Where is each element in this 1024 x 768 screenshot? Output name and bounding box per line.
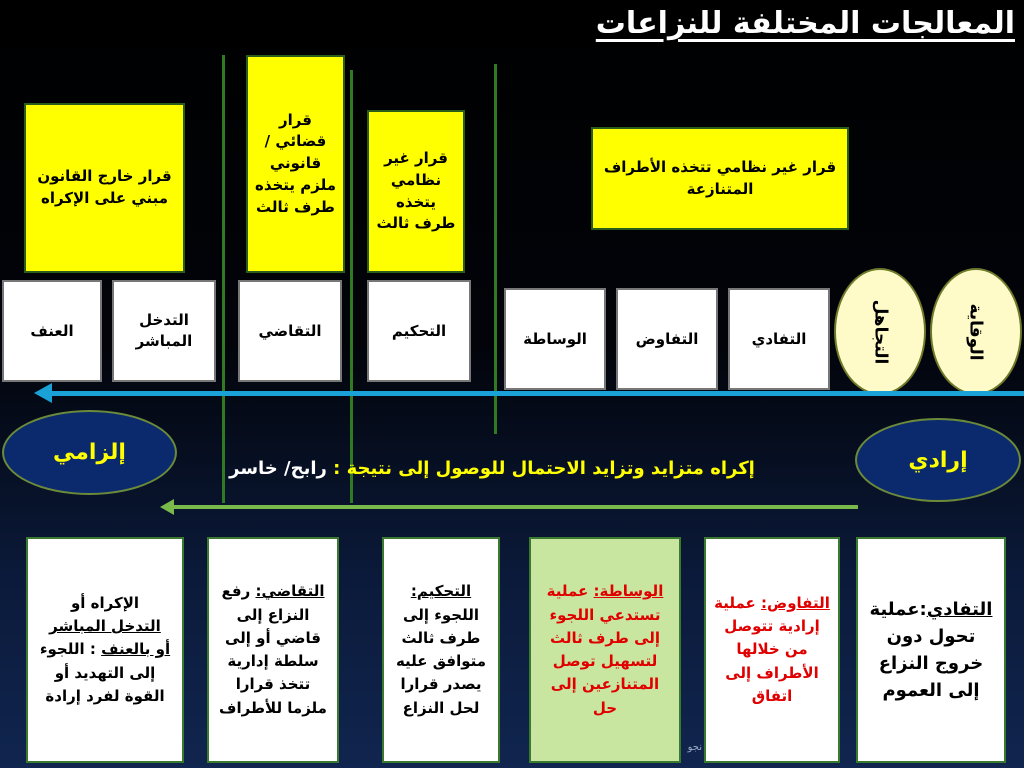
definition-coercion-term2: التدخل المباشر: [49, 617, 161, 636]
method-prevention-label: الوقاية: [966, 302, 987, 361]
method-direct-intervention: [112, 280, 216, 382]
method-arbitration: [367, 280, 471, 382]
definition-arbitration-body: اللجوء إلى طرف ثالث متوافق عليه يصدر قرارا لحل النزاع: [395, 605, 487, 717]
definition-litigation: [207, 537, 339, 763]
definition-mediation-body: عملية تستدعي اللجوء إلى طرف ثالث لتسهيل توصل المتنازعين إلى حل: [546, 582, 661, 717]
method-violence: [2, 280, 102, 382]
decision-informal-box: [591, 127, 849, 230]
decision-arbitration-box: [367, 110, 465, 273]
decision-informal-text: قرار غير نظامي تتخذه الأطراف المتنازعة: [603, 157, 837, 198]
definition-negotiation: [704, 537, 840, 763]
definition-coercion-separator: :: [89, 640, 102, 659]
axis-caption-result: رابح/ خاسر: [229, 458, 327, 479]
definition-coercion-term3: أو بالعنف: [101, 640, 171, 659]
definition-arbitration-term: التحكيم:: [410, 582, 472, 601]
method-negotiation: [616, 288, 718, 390]
coercion-arrow-head-icon: [160, 499, 174, 515]
separator-line-1: [222, 55, 225, 503]
axis-arrow-head-icon: [34, 383, 52, 403]
method-prevention-oval: [930, 268, 1022, 395]
method-litigation: [238, 280, 342, 382]
separator-line-2: [350, 70, 353, 503]
definition-coercion: [26, 537, 184, 763]
method-avoidance: [728, 288, 830, 390]
method-litigation-label: التقاضي: [258, 321, 322, 340]
decision-judicial-text: قرار قضائي /قانوني ملزم يتخذه طرف ثالث: [254, 110, 337, 216]
definition-negotiation-body: عملية إرادية تتوصل من خلالها الأطراف إلى اتفاق: [714, 593, 820, 705]
decision-arbitration-text: قرار غير نظامي يتخذه طرف ثالث: [376, 149, 456, 233]
method-arbitration-label: التحكيم: [391, 321, 447, 340]
definition-coercion-term1: الإكراه أو: [70, 593, 140, 612]
axis-voluntary-ellipse: [855, 418, 1021, 502]
separator-line-3: [494, 64, 497, 434]
method-avoidance-label: التفادي: [751, 329, 807, 348]
definition-litigation-term: التقاضي:: [255, 582, 325, 601]
axis-voluntary-label: إرادي: [908, 447, 968, 473]
decision-coercive-box: [24, 103, 185, 273]
coercion-arrow-line: [172, 505, 858, 509]
method-mediation-label: الوساطة: [523, 329, 587, 348]
method-ignoring-label: التجاهل: [870, 299, 890, 364]
decision-coercive-text: قرار خارج القانون مبني على الإكراه: [37, 167, 172, 207]
definition-avoidance: [856, 537, 1006, 763]
definition-avoidance-body: عملية تحول دون خروج النزاع إلى العموم: [869, 599, 984, 701]
axis-caption: [190, 458, 794, 479]
definition-arbitration: [382, 537, 500, 763]
page-title: المعالجات المختلفة للنزاعات: [595, 6, 1015, 41]
axis-mandatory-label: إلزامي: [53, 440, 126, 465]
method-mediation: [504, 288, 606, 390]
method-violence-label: العنف: [30, 321, 74, 340]
definition-negotiation-term: التفاوض:: [761, 593, 830, 612]
axis-arrow-line: [48, 391, 1024, 396]
definition-coercion-body: اللجوء إلى التهديد أو القوة لفرد إرادة: [39, 640, 165, 705]
axis-mandatory-ellipse: [2, 410, 177, 495]
axis-caption-main: إكراه متزايد وتزايد الاحتمال للوصول إلى نتيجة :: [333, 458, 755, 479]
definition-mediation: [529, 537, 681, 763]
method-direct-intervention-label: التدخل المباشر: [135, 311, 193, 350]
method-negotiation-label: التفاوض: [635, 329, 699, 348]
definition-mediation-term: الوساطة:: [593, 582, 664, 601]
definition-avoidance-term: التفادي: [926, 599, 993, 620]
definition-litigation-body: رفع النزاع إلى قاضي أو إلى سلطة إدارية تتخذ قرارا ملزما للأطراف: [219, 582, 327, 717]
footer-text: نجو: [687, 742, 702, 753]
definition-avoidance-colon: :: [919, 599, 927, 620]
method-ignoring-oval: [834, 268, 926, 395]
decision-judicial-box: [246, 55, 345, 273]
